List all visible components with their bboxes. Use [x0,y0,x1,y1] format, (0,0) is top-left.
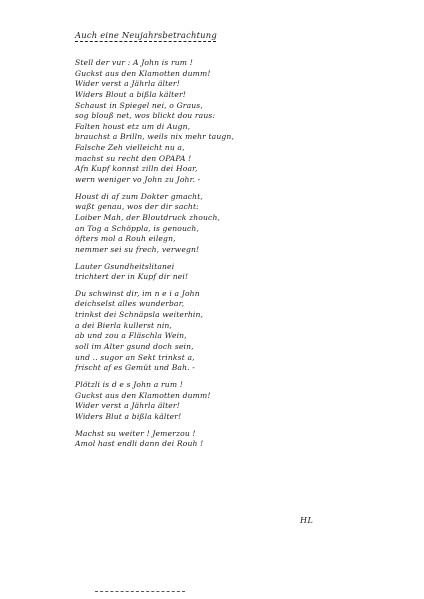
poem-line: Houst di af zum Dokter gmacht, [75,191,203,201]
poem-line: Schaust in Spiegel nei, o Graus, [75,100,203,110]
poem-line: Falsche Zeh vielleicht nu a, [75,143,185,153]
stanza-2 [75,192,345,256]
poem-line: Stell der vur : A John is rum ! [75,58,193,67]
poem-line: und .. sugor an Sekt trinkst a, [75,352,195,362]
poem-line: deichselst alles wunderbar, [75,299,185,309]
poem-line: soll im Alter gsund doch sein, [75,342,194,352]
poem-line: Machst su weiter ! Jemerzou ! [75,428,196,438]
poem-line: Du schwinst dir, im n e i a John [75,288,200,298]
poem-line: Falten houst etz um di Augn, [75,121,191,131]
signature: HL [300,516,314,525]
stanza-4 [75,289,345,374]
stanza-3 [75,262,345,283]
poem-line: an Tog a Schöppla, is genouch, [75,223,200,233]
poem-line: Guckst aus den Klamotten dumm! [75,68,211,78]
poem-line: Wider verst a Jährla älter! [75,401,180,411]
poem-line: a dei Bierla kullerst nin, [75,320,173,330]
poem-line: Guckst aus den Klamotten dumm! [75,390,211,400]
poem-line: wern weniger vo John zu Johr. - [75,175,201,185]
stanza-5 [75,380,345,423]
poem-line: trinkst dei Schnäpsla weiterhin, [75,310,204,320]
stanza-6 [75,429,345,450]
poem-body [75,58,345,456]
poem-line: nemmer sei su frech, verwegn! [75,244,200,254]
poem-line: sog blouß net, wos blickt dou raus: [75,111,216,121]
poem-line: brauchst a Brilln, weils nix mehr taugn, [75,132,235,142]
poem-line: Wider verst a Jährla älter! [75,79,180,89]
poem-line: öfters mol a Rouh eilegn, [75,234,176,244]
poem-line: trichtert der in Kupf dir nei! [75,272,189,282]
poem-line: ab und zou a Fläschla Wein, [75,331,187,341]
poem-line: Afn Kupf konnst zilln dei Hoar, [75,164,198,174]
footer-divider [95,591,185,592]
stanza-1 [75,58,345,186]
poem-line: waßt genau, wos der dir sacht: [75,202,199,212]
poem-title: Auch eine Neujahrsbetrachtung [75,30,217,40]
poem-line: Loiber Mah, der Bloutdruck zhouch, [75,212,221,222]
poem-line: machst su recht den OPAPA ! [75,153,192,163]
poem-line: Lauter Gsundheitslitanei [75,261,175,271]
poem-line: Amol hast endli dann dei Rouh ! [75,439,204,449]
poem-line: Widers Blut a bißla kälter! [75,411,182,421]
poem-line: Plötzli is d e s John a rum ! [75,379,183,389]
poem-line: frischt af es Gemüt und Bah. - [75,363,195,373]
poem-line: Widers Blout a bißla kälter! [75,89,186,99]
